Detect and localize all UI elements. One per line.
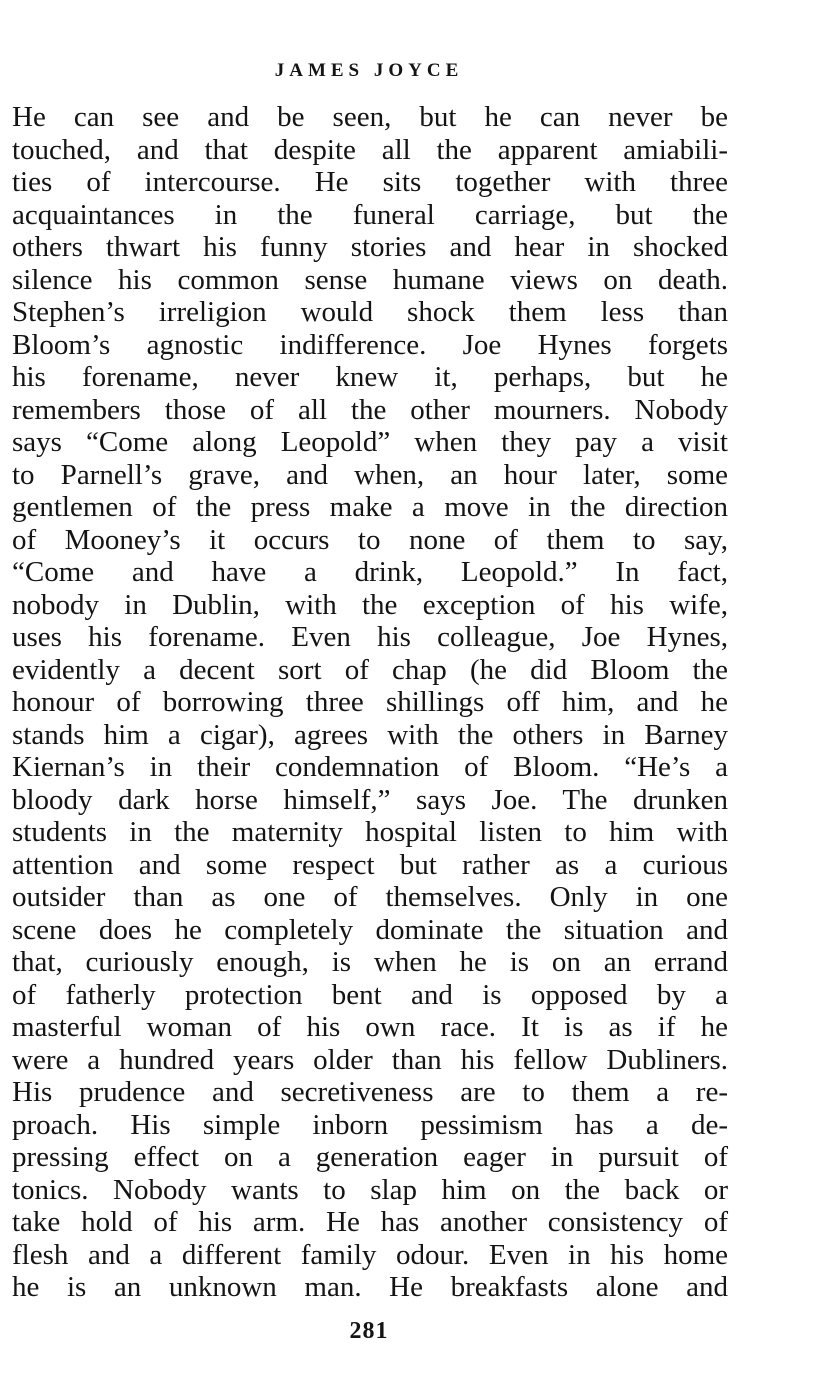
text-line: attention and some respect but rather as a curious: [12, 848, 728, 881]
text-line: of Mooney’s it occurs to none of them to say,: [12, 523, 728, 556]
text-line: evidently a decent sort of chap (he did Bloom the: [12, 653, 728, 686]
text-line: uses his forename. Even his colleague, Joe Hynes,: [12, 621, 728, 653]
text-line: students in the maternity hospital listen to him with: [12, 816, 728, 848]
text-line: outsider than as one of themselves. Only in one: [12, 881, 728, 913]
running-head: JAMES JOYCE: [274, 60, 464, 81]
text-line: his forename, never knew it, perhaps, but he: [12, 361, 728, 393]
text-line: take hold of his arm. He has another consistency of: [12, 1206, 728, 1238]
text-line: touched, and that despite all the apparent amiabili-: [12, 133, 728, 166]
text-line: Kiernan’s in their condemnation of Bloom. “He’s a: [12, 751, 728, 783]
text-line: remembers those of all the other mourners. Nobody: [12, 393, 728, 426]
text-line: tonics. Nobody wants to slap him on the back or: [12, 1173, 728, 1206]
text-line: of fatherly protection bent and is opposed by a: [12, 978, 728, 1011]
text-line: Bloom’s agnostic indifference. Joe Hynes forgets: [12, 328, 728, 361]
text-line: silence his common sense humane views on death.: [12, 263, 728, 296]
text-line: he is an unknown man. He breakfasts alone and: [12, 1271, 728, 1303]
text-line: pressing effect on a generation eager in pursuit of: [12, 1141, 728, 1173]
text-line: to Parnell’s grave, and when, an hour later, some: [12, 458, 728, 491]
text-line: Stephen’s irreligion would shock them less than: [12, 296, 728, 328]
text-line: honour of borrowing three shillings off him, and he: [12, 686, 728, 718]
text-line: says “Come along Leopold” when they pay a visit: [12, 426, 728, 458]
text-line: others thwart his funny stories and hear in shocked: [12, 231, 728, 263]
text-line: “Come and have a drink, Leopold.” In fact,: [12, 556, 728, 588]
text-line: acquaintances in the funeral carriage, but the: [12, 198, 728, 231]
text-line: His prudence and secretiveness are to them a re-: [12, 1076, 728, 1108]
body-text: [12, 101, 728, 1304]
text-line: proach. His simple inborn pessimism has a de-: [12, 1108, 728, 1141]
text-line: were a hundred years older than his fellow Dubliners.: [12, 1043, 728, 1076]
text-line: bloody dark horse himself,” says Joe. The drunken: [12, 783, 728, 816]
text-line: nobody in Dublin, with the exception of his wife,: [12, 588, 728, 621]
text-line: that, curiously enough, is when he is on an errand: [12, 946, 728, 978]
text-line: stands him a cigar), agrees with the others in Barney: [12, 718, 728, 751]
text-line: gentlemen of the press make a move in the direction: [12, 491, 728, 523]
text-line: flesh and a different family odour. Even in his home: [12, 1238, 728, 1271]
text-line: ties of intercourse. He sits together with three: [12, 166, 728, 198]
text-line: masterful woman of his own race. It is as if he: [12, 1011, 728, 1043]
text-line: He can see and be seen, but he can never be: [12, 101, 728, 133]
text-line: scene does he completely dominate the situation and: [12, 913, 728, 946]
page-number: 281: [349, 1318, 389, 1344]
